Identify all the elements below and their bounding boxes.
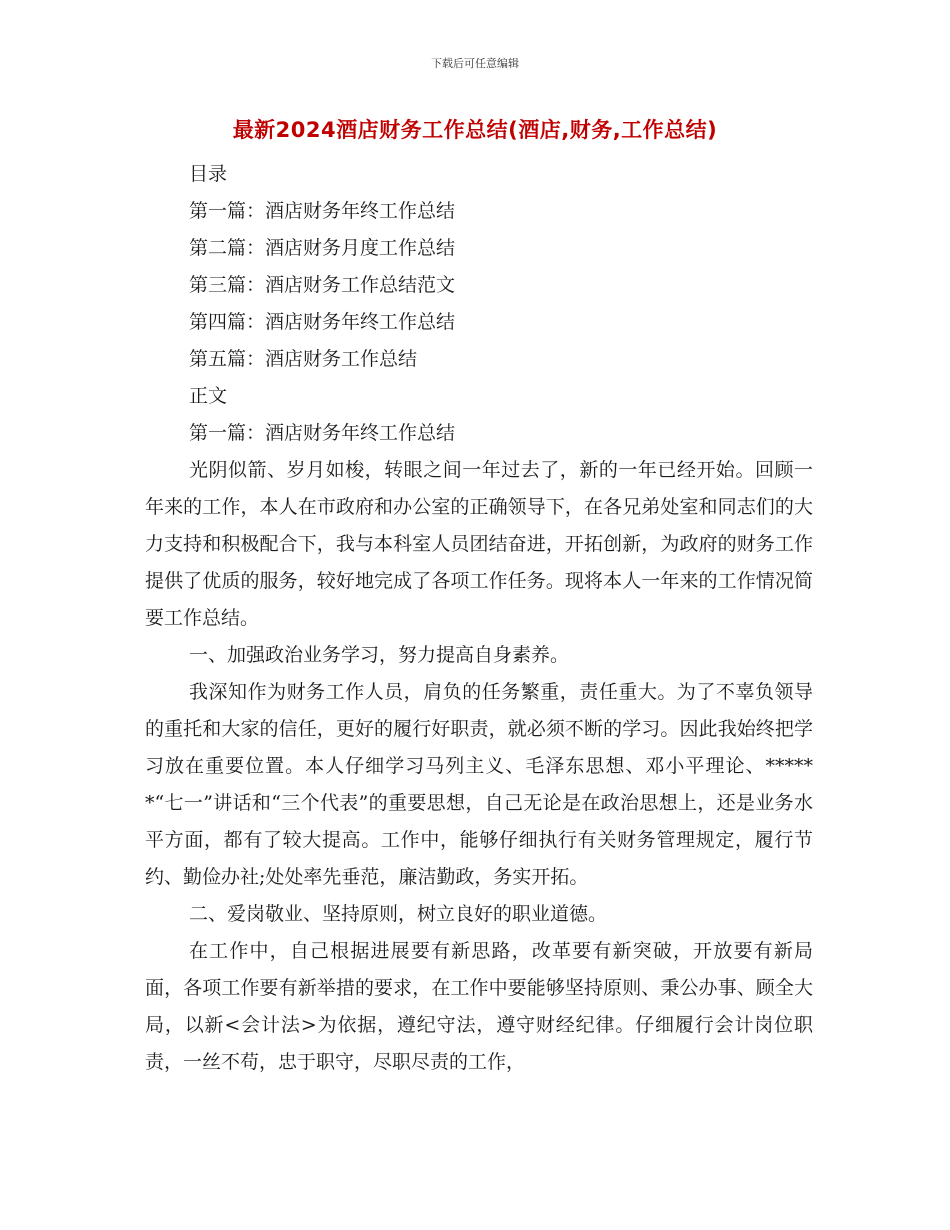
toc-heading: 目录 — [189, 163, 228, 185]
document-title: 最新2024酒店财务工作总结(酒店,财务,工作总结) — [232, 118, 718, 142]
document-body — [145, 156, 813, 1081]
toc-item: 第二篇：酒店财务月度工作总结 — [189, 237, 456, 259]
paragraph: 光阴似箭、岁月如梭，转眼之间一年过去了，新的一年已经开始。回顾一年来的工作，本人在市政府和办公室的正确领导下，在各兄弟处室和同志们的大力支持和积极配合下，我与本科室人员团结奋进，开拓创新，为政府的财务工作提供了优质的服务，较好地完成了各项工作任务。现将本人一年来的工作情况简要工作总结。 — [145, 459, 813, 629]
section-heading: 一、加强政治业务学习，努力提高自身素养。 — [189, 644, 570, 666]
toc-item: 第五篇：酒店财务工作总结 — [189, 348, 418, 370]
body-heading: 正文 — [189, 385, 228, 407]
header-note: 下载后可任意编辑 — [431, 57, 519, 70]
section-heading: 二、爱岗敬业、坚持原则，树立良好的职业道德。 — [189, 903, 608, 925]
chapter-title: 第一篇：酒店财务年终工作总结 — [189, 422, 456, 444]
toc-item: 第一篇：酒店财务年终工作总结 — [189, 200, 456, 222]
paragraph: 在工作中，自己根据进展要有新思路，改革要有新突破，开放要有新局面，各项工作要有新举措的要求，在工作中要能够坚持原则、秉公办事、顾全大局，以新<会计法>为依据，遵纪守法，遵守财经纪律。仔细履行会计岗位职责，一丝不苟，忠于职守，尽职尽责的工作， — [145, 940, 813, 1073]
toc-item: 第三篇：酒店财务工作总结范文 — [189, 274, 456, 296]
paragraph: 我深知作为财务工作人员，肩负的任务繁重，责任重大。为了不辜负领导的重托和大家的信任，更好的履行好职责，就必须不断的学习。因此我始终把学习放在重要位置。本人仔细学习马列主义、毛泽东思想、邓小平理论、******“七一”讲话和“三个代表”的重要思想，自己无论是在政治思想上，还是业务水平方面，都有了较大提高。工作中，能够仔细执行有关财务管理规定，履行节约、勤俭办社;处处率先垂范，廉洁勤政，务实开拓。 — [145, 681, 813, 888]
toc-item: 第四篇：酒店财务年终工作总结 — [189, 311, 456, 333]
